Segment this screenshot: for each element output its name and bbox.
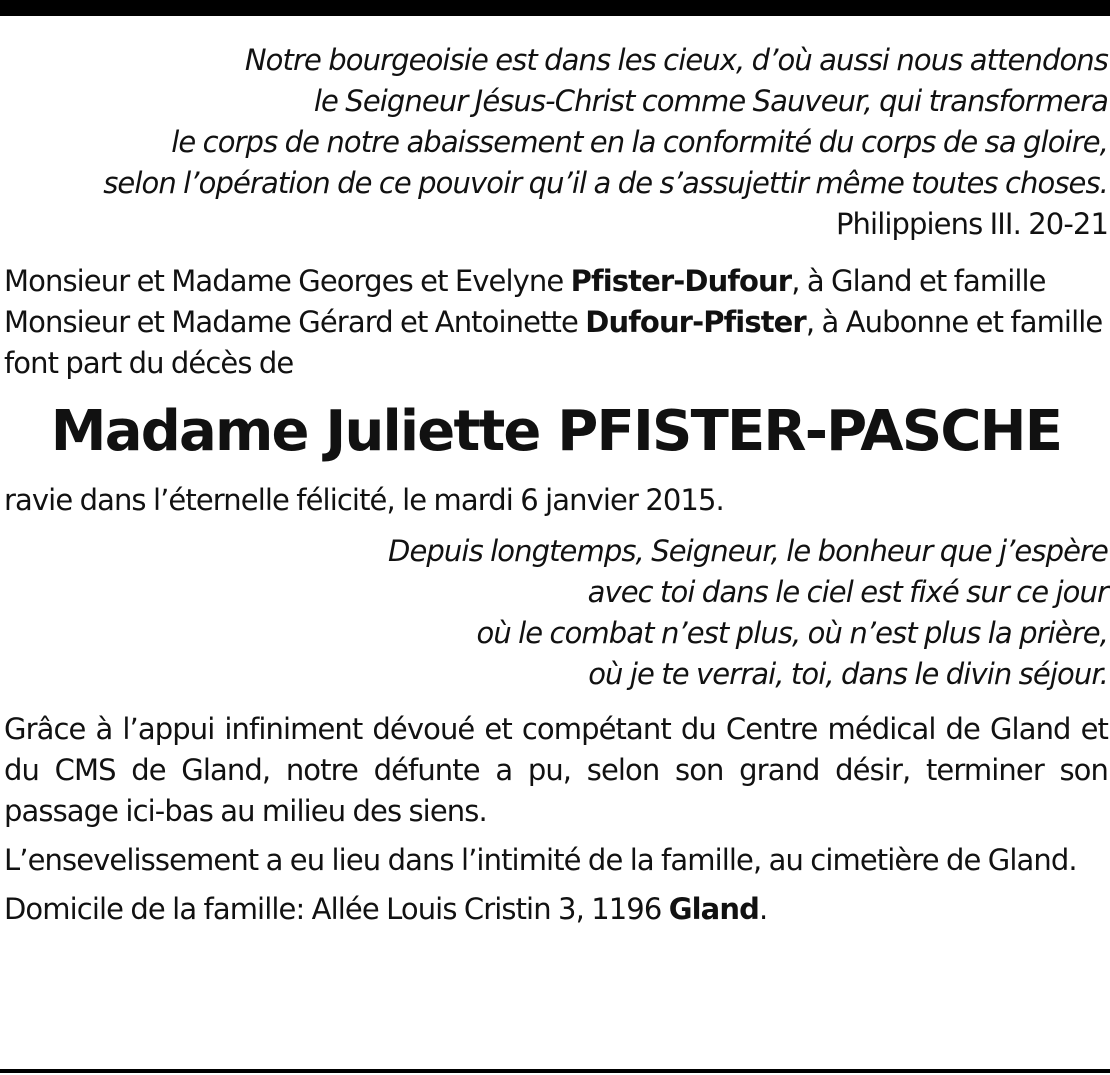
domicile-suffix: . [758,892,768,926]
domicile-town: Gland [668,892,759,926]
family-line-2 [4,302,1108,343]
epigraph [4,40,1108,204]
family-1-suffix: , à Gland et famille [791,264,1046,298]
deceased-name: Madame Juliette PFISTER-PASCHE [50,399,1062,464]
poem-line: où le combat n’est plus, où n’est plus la prière, [476,616,1108,650]
epigraph-line: le corps de notre abaissement en la conformité du corps de sa gloire, [171,125,1108,159]
domicile-paragraph [4,889,1108,930]
epigraph-line: le Seigneur Jésus-Christ comme Sauveur, qui transformera [313,84,1108,118]
domicile-prefix: Domicile de la famille: Allée Louis Cristin 3, 1196 [4,892,669,926]
death-notice: ravie dans l’éternelle félicité, le mardi 6 janvier 2015. [4,483,724,517]
announcement-text: font part du décès de [4,346,294,380]
epigraph-line: selon l’opération de ce pouvoir qu’il a de s’assujettir même toutes choses. [103,166,1108,200]
epigraph-reference: Philippiens III. 20-21 [835,207,1108,241]
family-1-name: Pfister-Dufour [570,264,792,298]
poem [4,531,1108,695]
bottom-rule [0,1069,1110,1073]
family-announcement [4,261,1108,384]
epigraph-line: Notre bourgeoisie est dans les cieux, d’où aussi nous attendons [244,43,1108,77]
poem-line: où je te verrai, toi, dans le divin séjour. [588,657,1108,691]
thanks-paragraph: Grâce à l’appui infiniment dévoué et compétant du Centre médical de Gland et du CMS de Gland, notre défunte a pu, selon son grand désir, terminer son passage ici-bas au milieu des siens. [4,712,1108,828]
poem-line: avec toi dans le ciel est fixé sur ce jour [587,575,1108,609]
burial-paragraph: L’ensevelissement a eu lieu dans l’intimité de la famille, au cimetière de Gland. [4,843,1077,877]
poem-line: Depuis longtemps, Seigneur, le bonheur que j’espère [388,534,1108,568]
top-rule [0,0,1110,16]
family-2-prefix: Monsieur et Madame Gérard et Antoinette [4,305,586,339]
obituary-notice [4,40,1108,930]
family-2-suffix: , à Aubonne et famille [805,305,1103,339]
family-line-1 [4,261,1108,302]
family-1-prefix: Monsieur et Madame Georges et Evelyne [4,264,571,298]
family-2-name: Dufour-Pfister [585,305,806,339]
